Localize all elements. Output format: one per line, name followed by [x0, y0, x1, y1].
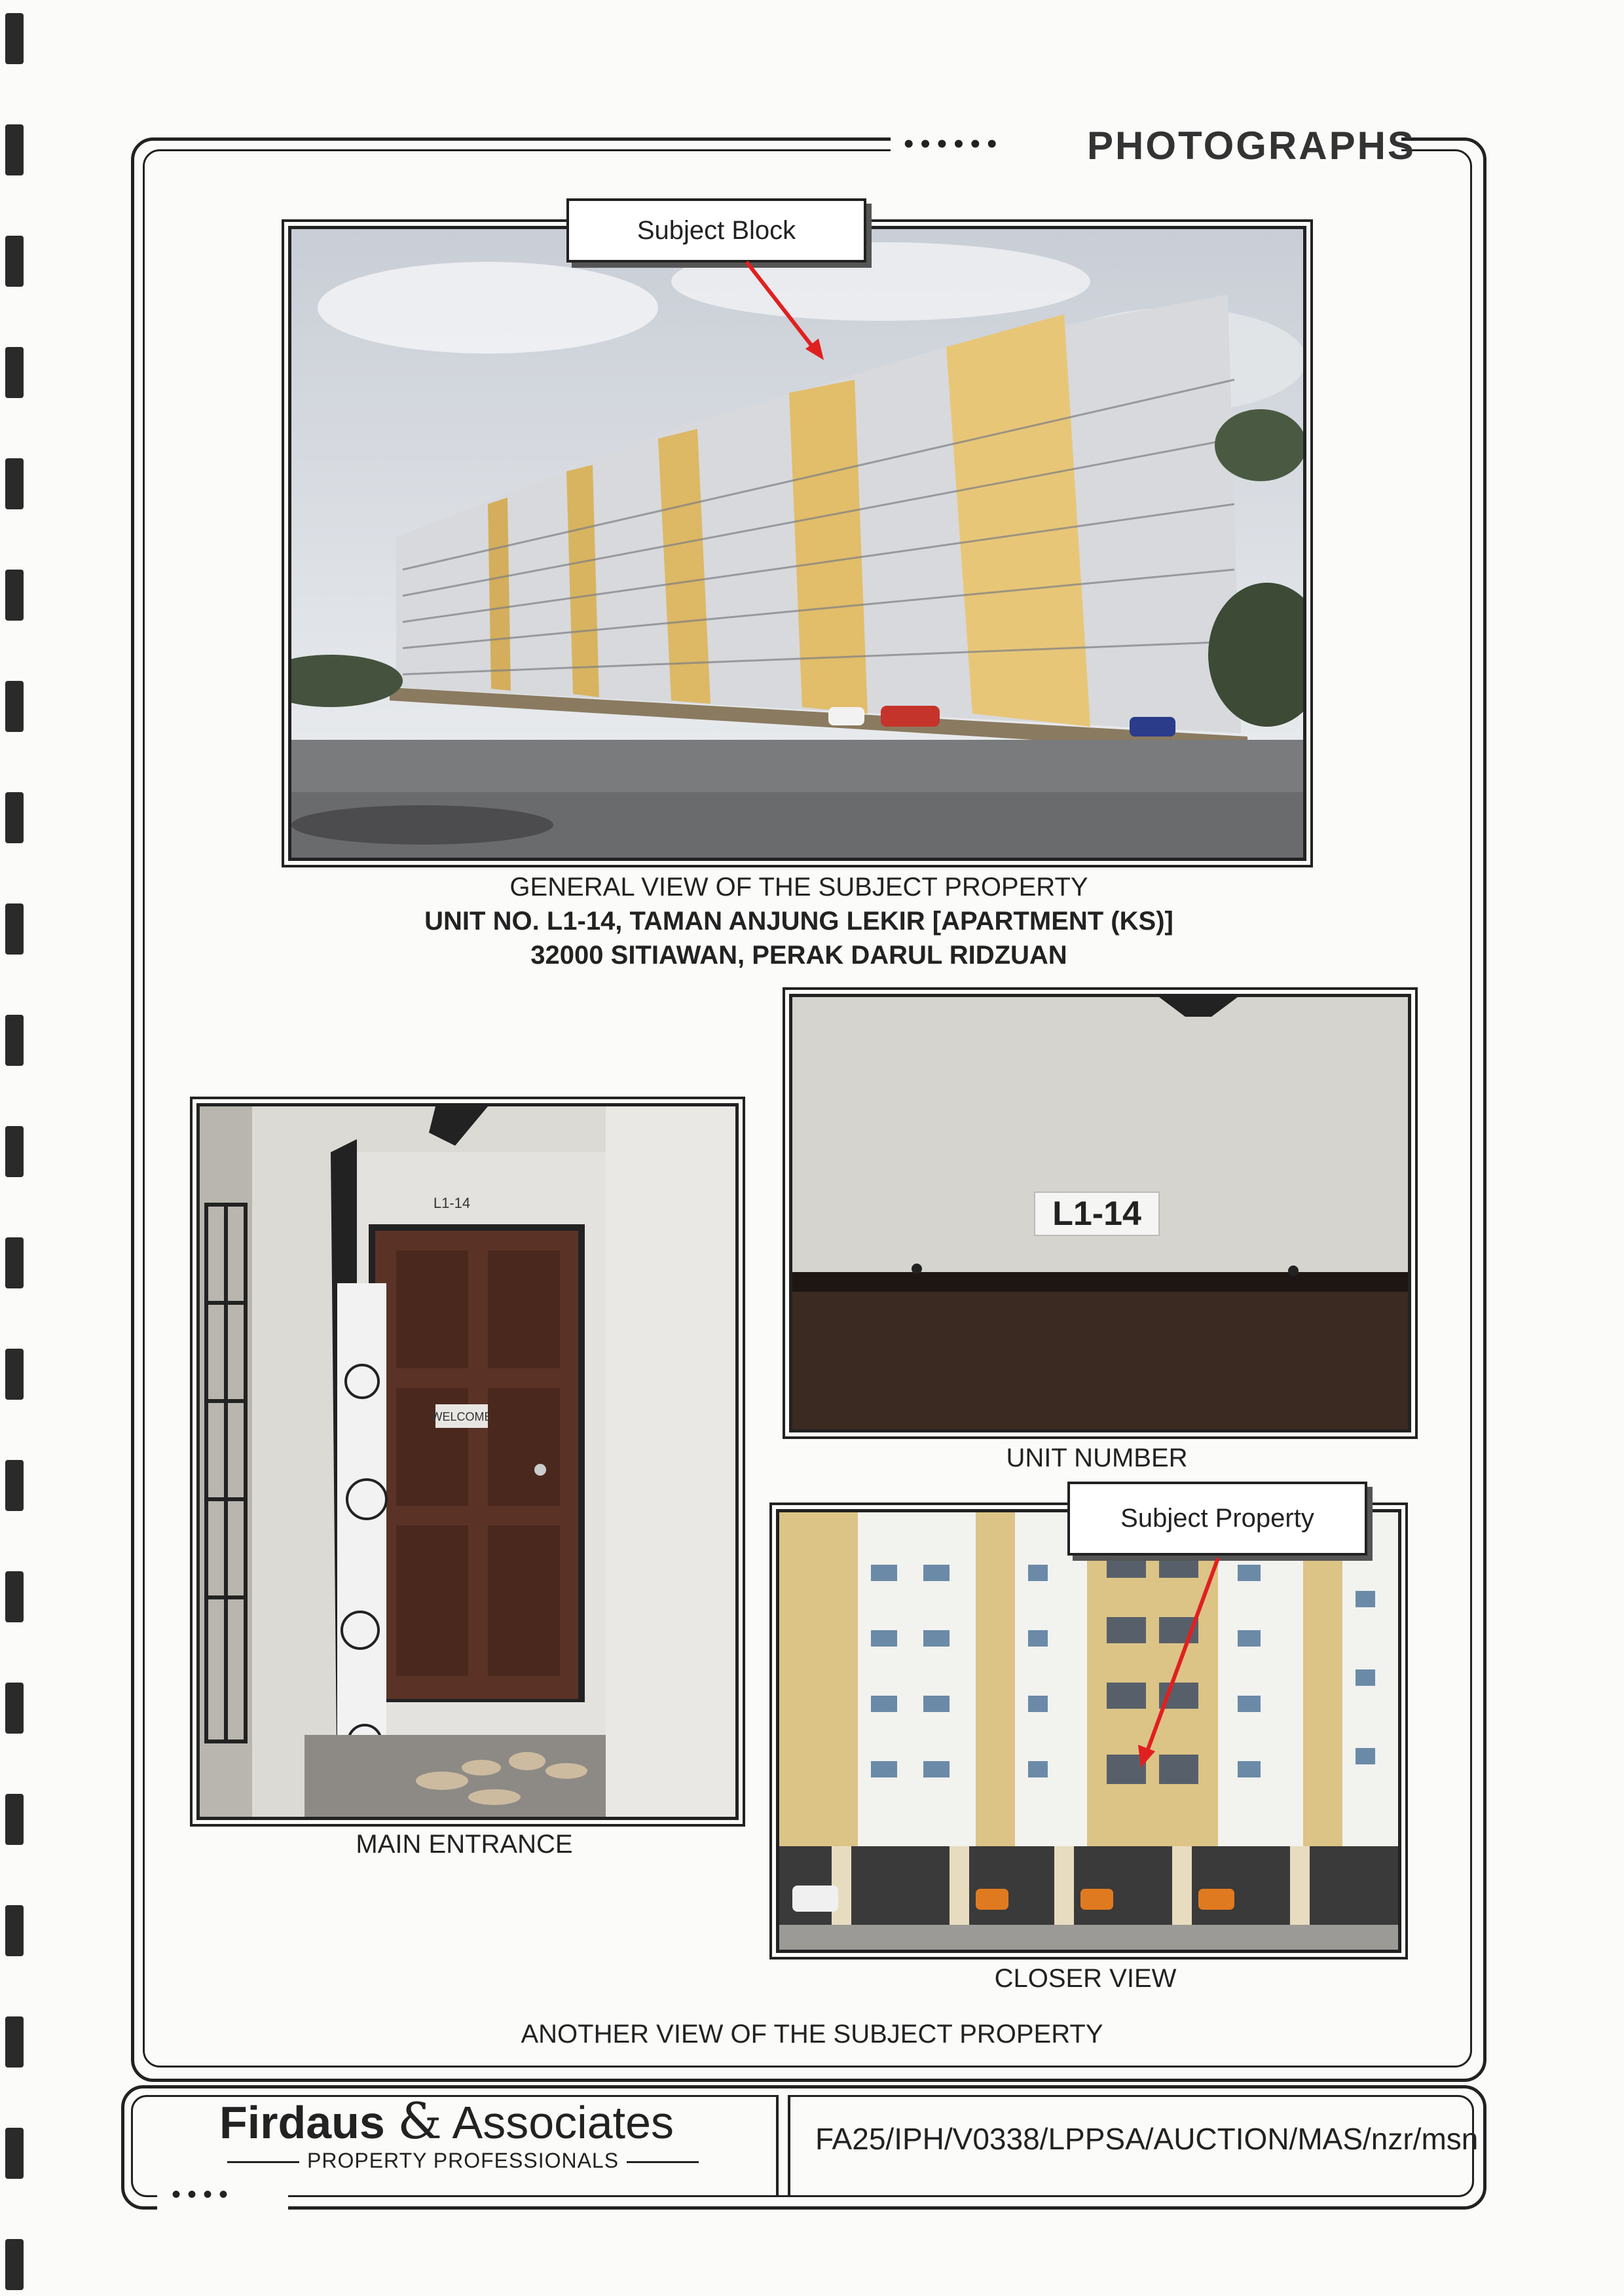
door-plate-text: L1-14 — [433, 1195, 471, 1211]
footer-divider — [776, 2095, 790, 2195]
binding-hole — [5, 570, 24, 621]
main-entrance-photo — [196, 1103, 739, 1820]
company-logo — [219, 2092, 674, 2150]
binding-hole — [5, 13, 24, 64]
binding-hole — [5, 903, 24, 955]
binding-hole — [5, 236, 24, 287]
closer-building-image — [779, 1512, 1398, 1950]
company-ampersand: & — [397, 2092, 442, 2150]
binding-hole — [5, 1015, 24, 1066]
subject-block-label: Subject Block — [566, 198, 866, 263]
binding-hole — [5, 792, 24, 843]
binding-hole — [5, 1683, 24, 1734]
binding-hole — [5, 1349, 24, 1400]
company-name-rest: Associates — [452, 2097, 674, 2148]
binding-hole — [5, 1237, 24, 1288]
closer-view-caption: CLOSER VIEW — [994, 1964, 1177, 1993]
binding-hole — [5, 681, 24, 732]
general-view-caption: GENERAL VIEW OF THE SUBJECT PROPERTY — [509, 873, 1088, 902]
header-dots: •••••• — [904, 128, 1004, 160]
binding-hole — [5, 1460, 24, 1511]
footer-dots: •••• — [172, 2180, 235, 2209]
page-title: PHOTOGRAPHS — [1087, 124, 1416, 168]
another-view-caption: ANOTHER VIEW OF THE SUBJECT PROPERTY — [521, 2020, 1103, 2049]
binding-hole — [5, 124, 24, 175]
binding-hole — [5, 2016, 24, 2068]
subject-block-arrow — [740, 259, 832, 363]
binding-hole — [5, 347, 24, 398]
welcome-sign-text: WELCOME — [431, 1410, 492, 1423]
closer-view-photo — [776, 1509, 1401, 1953]
binding-hole — [5, 458, 24, 509]
unit-plate-image — [792, 997, 1408, 1429]
reference-number: FA25/IPH/V0338/LPPSA/AUCTION/MAS/nzr/msn — [815, 2122, 1479, 2156]
company-tagline — [219, 2149, 707, 2173]
binding-hole — [5, 1126, 24, 1177]
main-entrance-caption: MAIN ENTRANCE — [356, 1830, 573, 1859]
binding-holes — [0, 0, 39, 2296]
subject-property-arrow — [1133, 1555, 1225, 1771]
property-address-line2: 32000 SITIAWAN, PERAK DARUL RIDZUAN — [530, 941, 1067, 970]
unit-plate-text: L1-14 — [1052, 1195, 1141, 1233]
entrance-door-image — [200, 1106, 735, 1817]
binding-hole — [5, 1571, 24, 1622]
binding-hole — [5, 1905, 24, 1956]
company-name-bold: Firdaus — [219, 2097, 385, 2148]
unit-number-caption: UNIT NUMBER — [1006, 1444, 1188, 1472]
subject-property-label: Subject Property — [1067, 1482, 1367, 1556]
tagline-text: PROPERTY PROFESSIONALS — [307, 2149, 619, 2172]
binding-hole — [5, 2128, 24, 2179]
binding-hole — [5, 2239, 24, 2290]
property-address-line1: UNIT NO. L1-14, TAMAN ANJUNG LEKIR [APARTMENT (KS)] — [424, 907, 1173, 936]
binding-hole — [5, 1794, 24, 1845]
unit-number-photo — [789, 994, 1411, 1432]
